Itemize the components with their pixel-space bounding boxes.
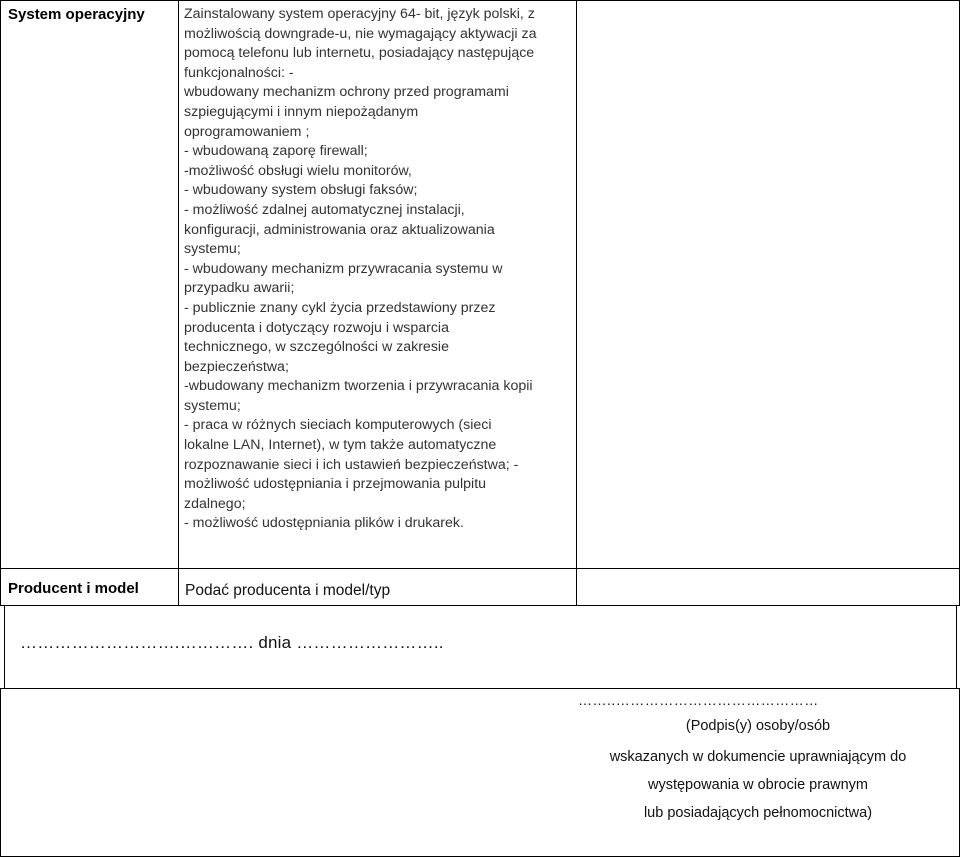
os-description-line: możliwość udostępniania i przejmowania pulpitu [184,476,487,493]
os-description-line: - wbudowany system obsługi faksów; [184,182,418,199]
os-description-line: przypadku awarii; [184,280,295,297]
os-description-line: oprogramowaniem ; [184,123,310,140]
os-description-line: systemu; [184,397,241,414]
os-description-line: - możliwość zdalnej automatycznej instalacji, [184,201,465,218]
os-description-line: - publicznie znany cykl życia przedstawiony przez [184,299,496,316]
os-description-line: szpiegującymi i innym niepożądanym [184,103,419,120]
os-description-line: technicznego, w szczególności w zakresie [184,339,449,356]
signature-line-2: wskazanych w dokumencie uprawniającym do [609,749,907,765]
signature-line-3: występowania w obrocie prawnym [647,777,868,793]
os-description-line: bezpieczeństwa; [184,358,289,375]
os-description-line: zdalnego; [184,495,246,512]
os-description-line: -możliwość obsługi wielu monitorów, [184,162,412,179]
os-description-line: producenta i dotyczący rozwoju i wsparcia [184,319,449,336]
os-description-line: lokalne LAN, Internet), w tym także automatyczne [184,437,497,454]
os-description-line: możliwością downgrade-u, nie wymagający aktywacji za [184,25,537,42]
os-description-line: funkcjonalności: - [184,64,294,81]
producer-placeholder: Podać producenta i model/typ [185,582,391,599]
signature-line-1: (Podpis(y) osoby/osób [685,718,831,734]
date-line: ……………………….…………. dnia …………………….. [20,633,444,652]
os-description-line: rozpoznawanie sieci i ich ustawień bezpieczeństwa; - [184,456,519,473]
os-description-line: wbudowany mechanizm ochrony przed programami [184,84,509,101]
os-description-line: konfiguracji, administrowania oraz aktualizowania [184,221,495,238]
os-description-line: - praca w różnych sieciach komputerowych (sieci [184,417,492,434]
os-description-line: systemu; [184,241,241,258]
os-label: System operacyjny [8,6,145,23]
os-description-line: - możliwość udostępniania plików i drukarek. [184,515,464,532]
os-description-line: - wbudowany mechanizm przywracania systemu w [184,260,503,277]
os-description-line: pomocą telefonu lub internetu, posiadający następujące [184,45,535,62]
os-description [184,5,574,534]
os-description-line: - wbudowaną zaporę firewall; [184,143,368,160]
signature-line-4: lub posiadających pełnomocnictwa) [643,805,873,821]
os-value-cell [576,0,960,569]
producer-label: Producent i model [8,580,139,597]
os-description-line: Zainstalowany system operacyjny 64- bit, język polski, z [184,6,535,22]
signature-box [0,688,960,857]
os-description-line: -wbudowany mechanizm tworzenia i przywracania kopii [184,378,533,395]
signature-dots: ……..…………………………………… [578,692,819,708]
